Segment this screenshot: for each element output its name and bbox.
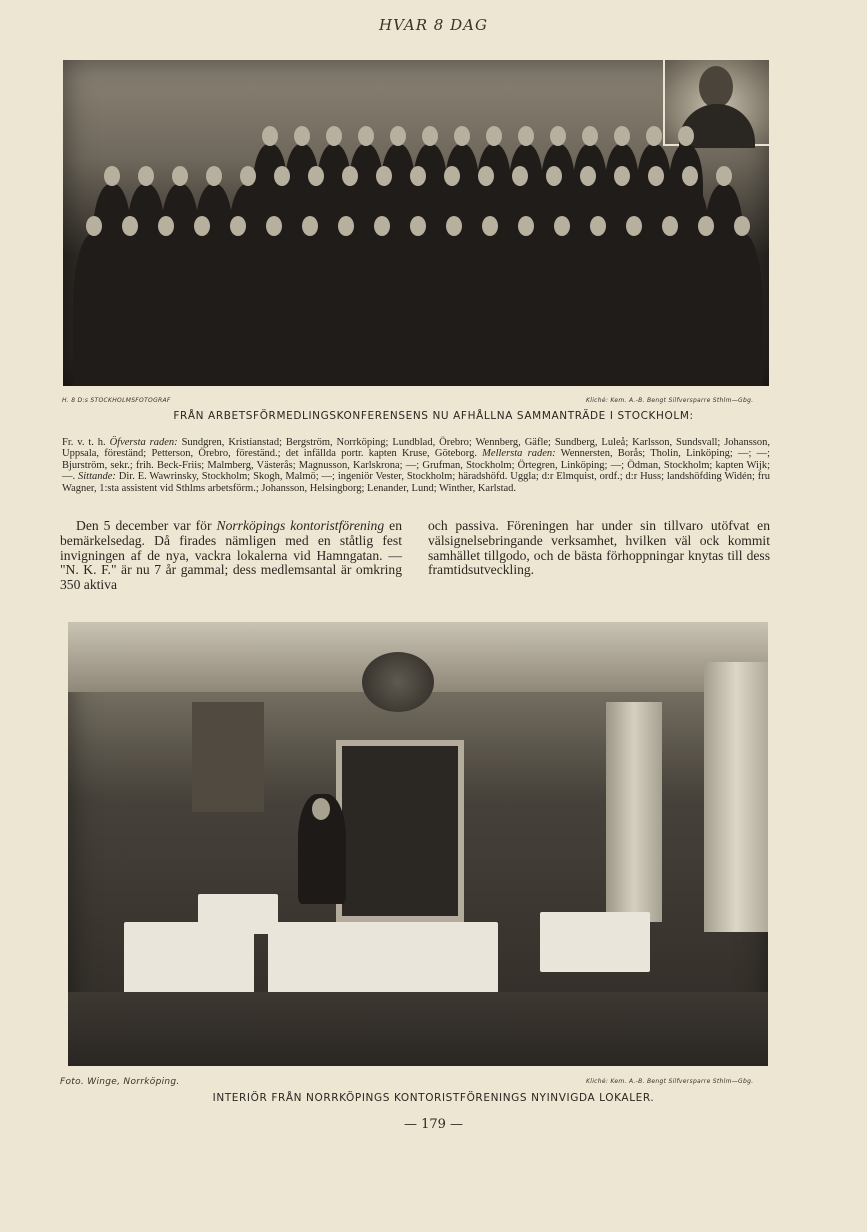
interior-photo — [68, 622, 768, 1066]
interior-caption: INTERIÖR FRÅN NORRKÖPINGS KONTORISTFÖRENINGS NYINVIGDA LOKALER. — [212, 1092, 655, 1104]
photo-credit-right: Kliché: Kem. A.-B. Bengt Silfversparre Sthlm—Gbg. — [586, 397, 754, 404]
conference-group-photo — [63, 60, 769, 386]
page-header: HVAR 8 DAG — [379, 16, 488, 34]
row-label-seated: Sittande: — [78, 471, 116, 483]
article-column-left: Den 5 december var för Norrköpings kontoristförening en bemärkelsedag. Då firades nämligen med en ståtlig fest invigningen af de nya, vackra lokalerna vid Hamngatan. — "N. K. F." är nu 7 år gammal; dess medlemsantal är omkring 350 aktiva — [60, 518, 402, 593]
interior-credit-left: Foto. Winge, Norrköping. — [60, 1077, 180, 1087]
photo-credit-left: H. 8 D:s STOCKHOLMSFOTOGRAF — [62, 397, 171, 404]
interior-credit-right: Kliché: Kem. A.-B. Bengt Silfversparre Sthlm—Gbg. — [586, 1078, 754, 1085]
page-number: — 179 — — [403, 1117, 464, 1132]
names-list: Fr. v. t. h. Öfversta raden: Sundgren, Kristianstad; Bergström, Norrköping; Lundblad, Örebro; Wennberg, Gäfle; Sundberg, Luleå; Karlsson, Sundsvall; Johansson, Uppsala, föreständ; Petterson, Örebro, föreständ.; det infällda portr. kapten Kruse, Göteborg. Mellersta raden: Wennersten, Borås; Tholin, Linköping; —; —; Bjurström, sekr.; frih. Beck-Friis; Malmberg, Västerås; Magnusson, Karlskrona; —; Grufman, Stockholm; Örtegren, Linköping; —; Ödman, Stockholm; kapten Wijk; —. Sittande: Dir. E. Wawrinsky, Stockholm; Skogh, Malmö; —; ingeniör Vester, Stockholm; häradshöfd. Uggla; d:r Elmquist, ordf.; d:r Huss; landshöfding Widén; fru Wagner, 1:sta assistent vid Sthlms arbetsförm.; Johansson, Helsingborg; Lenander, Lund; Winther, Karlstad. — [62, 437, 771, 494]
article-column-right: och passiva. Föreningen har under sin tillvaro utöfvat en välsignelsebringande verksamhet, hvilken väl ock kommit samhället tillgodo, och de bästa förhoppningar knytas till dess framtidsutveckling. — [428, 518, 770, 578]
row-label-top: Öfversta raden: — [109, 437, 178, 448]
row-label-middle: Mellersta raden: — [482, 448, 556, 460]
photo-caption: FRÅN ARBETSFÖRMEDLINGSKONFERENSENS NU AFHÅLLNA SAMMANTRÄDE I STOCKHOLM: — [173, 410, 694, 422]
